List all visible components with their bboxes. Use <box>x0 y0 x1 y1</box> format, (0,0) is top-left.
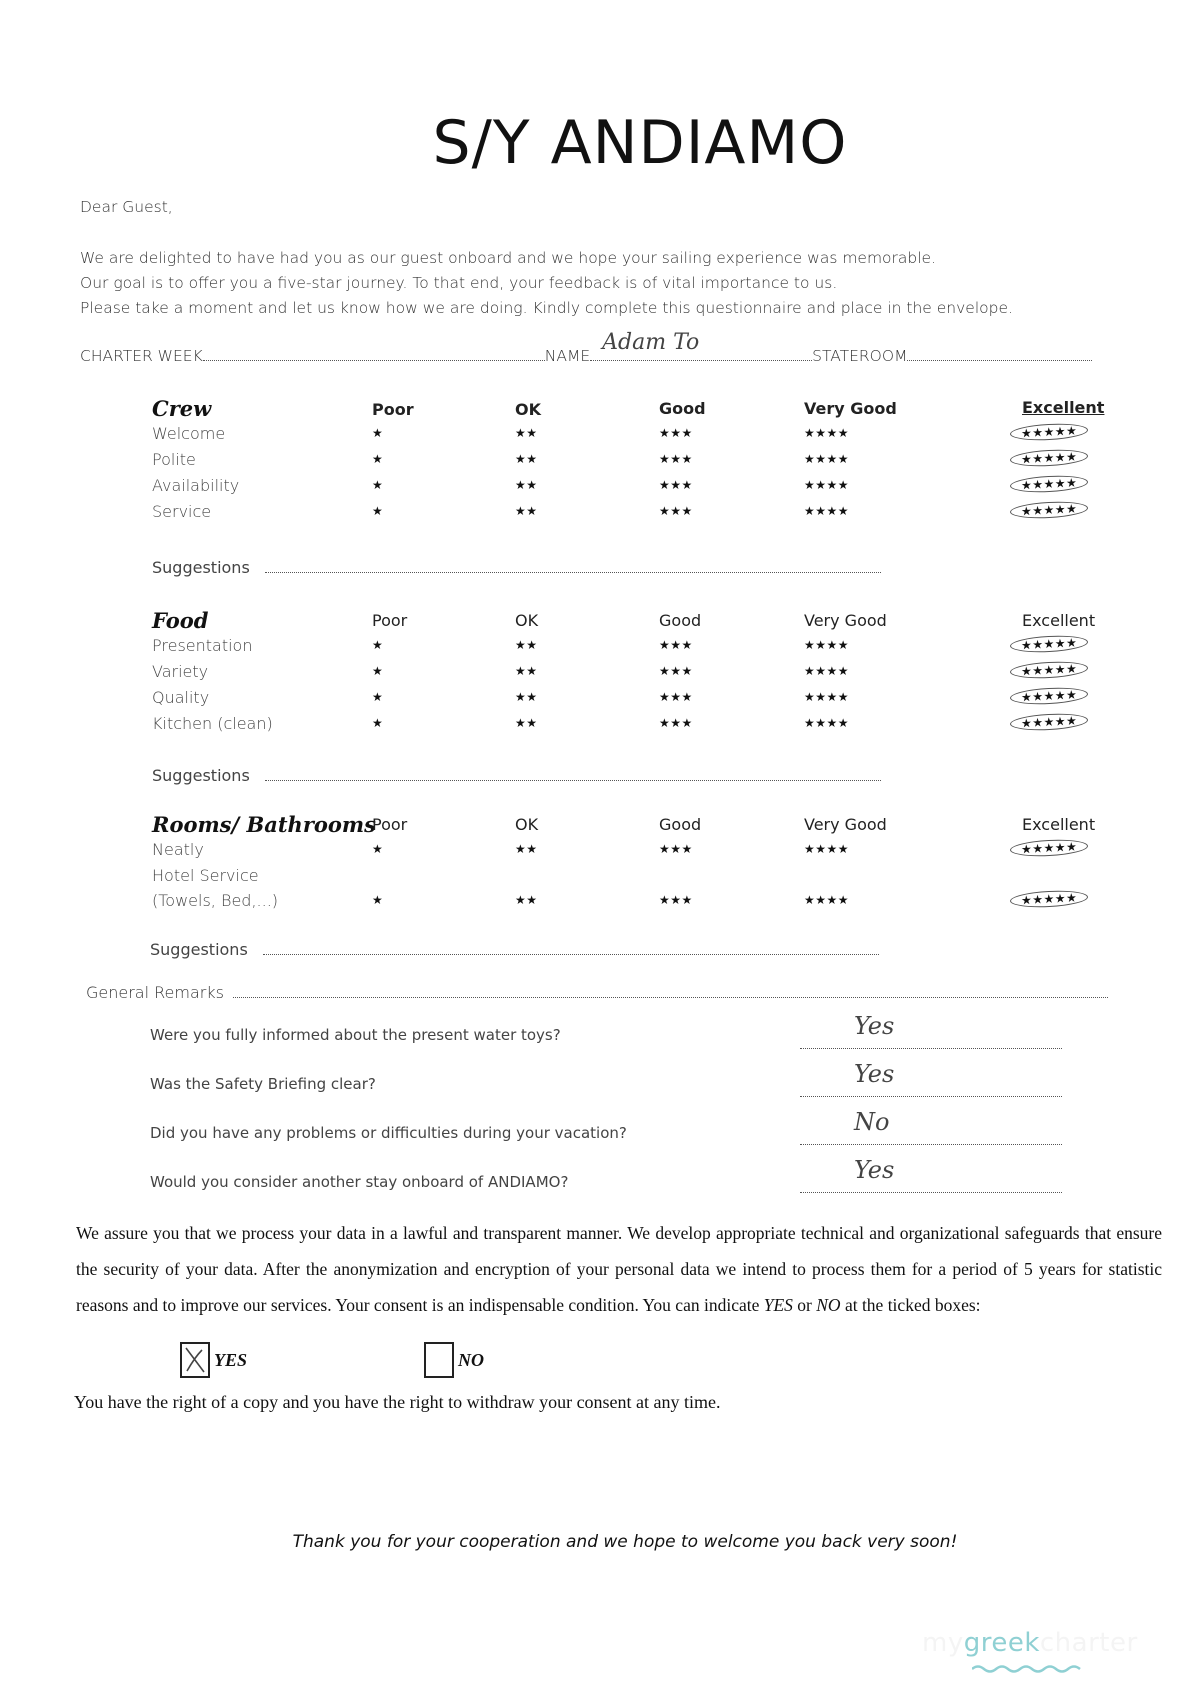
section-title-crew: Crew <box>152 396 212 421</box>
rating-1-star[interactable]: ★ <box>372 893 384 907</box>
name-field[interactable] <box>590 330 812 361</box>
rating-2-star[interactable]: ★★ <box>515 893 538 907</box>
rating-4-star[interactable]: ★★★★ <box>804 842 850 856</box>
rooms-header-row <box>152 812 1102 840</box>
col-very-good: Very Good <box>804 399 897 418</box>
watermark-part: greek <box>963 1628 1040 1658</box>
rating-1-star[interactable]: ★ <box>372 638 384 652</box>
rating-row <box>152 714 1102 740</box>
col-ok: OK <box>515 611 539 630</box>
privacy-no-word: NO <box>816 1295 841 1315</box>
rating-5-star-selected[interactable]: ★★★★★ <box>1010 838 1089 858</box>
rating-5-star-selected[interactable]: ★★★★★ <box>1010 660 1089 680</box>
rating-3-star[interactable]: ★★★ <box>659 690 693 704</box>
rating-4-star[interactable]: ★★★★ <box>804 664 850 678</box>
rating-row-label-line <box>152 866 1102 891</box>
rating-3-star[interactable]: ★★★ <box>659 638 693 652</box>
rating-1-star[interactable]: ★ <box>372 690 384 704</box>
consent-no-checkbox[interactable] <box>424 1342 454 1378</box>
rating-3-star[interactable]: ★★★ <box>659 426 693 440</box>
rating-2-star[interactable]: ★★ <box>515 504 538 518</box>
answer-value: Yes <box>854 1012 895 1040</box>
consent-yes-option[interactable] <box>180 1342 247 1378</box>
col-good: Good <box>659 399 706 418</box>
check-x-icon <box>182 1344 208 1376</box>
col-poor: Poor <box>372 400 414 419</box>
document-title: S/Y ANDIAMO <box>432 108 848 178</box>
stateroom-label: STATEROOM <box>812 347 908 365</box>
guest-info-fields <box>80 330 1092 365</box>
general-remarks <box>86 983 1108 1002</box>
intro-line: Please take a moment and let us know how we are doing. Kindly complete this questionnaire and place in the envelope. <box>80 299 1013 317</box>
rating-row <box>152 502 1102 528</box>
rating-3-star[interactable]: ★★★ <box>659 664 693 678</box>
rating-5-star-selected[interactable]: ★★★★★ <box>1010 448 1089 468</box>
answer-field-problems[interactable] <box>800 1108 1062 1145</box>
row-label: Presentation <box>152 636 253 655</box>
thank-you-message: Thank you for your cooperation and we hope to welcome you back very soon! <box>292 1532 958 1552</box>
rating-3-star[interactable]: ★★★ <box>659 893 693 907</box>
row-label: Variety <box>152 662 209 681</box>
rating-2-star[interactable]: ★★ <box>515 690 538 704</box>
privacy-text-end: at the ticked boxes: <box>840 1295 981 1315</box>
col-poor: Poor <box>372 611 408 630</box>
food-suggestions-field[interactable] <box>265 766 881 781</box>
rating-1-star[interactable]: ★ <box>372 504 384 518</box>
answer-value: Yes <box>854 1060 895 1088</box>
name-label: NAME <box>544 347 591 365</box>
rating-4-star[interactable]: ★★★★ <box>804 452 850 466</box>
rating-5-star-selected[interactable]: ★★★★★ <box>1010 474 1089 494</box>
question-another-stay: Would you consider another stay onboard of ANDIAMO? <box>150 1173 569 1191</box>
stateroom-field[interactable] <box>907 346 1092 361</box>
question-water-toys: Were you fully informed about the present water toys? <box>150 1026 561 1044</box>
col-very-good: Very Good <box>804 611 887 630</box>
col-excellent: Excellent <box>1022 815 1096 834</box>
rating-1-star[interactable]: ★ <box>372 478 384 492</box>
rating-4-star[interactable]: ★★★★ <box>804 638 850 652</box>
row-label: Quality <box>152 688 210 707</box>
food-rating-table <box>152 608 1102 740</box>
row-label: Neatly <box>152 840 204 859</box>
rating-2-star[interactable]: ★★ <box>515 426 538 440</box>
rating-5-star-selected[interactable]: ★★★★★ <box>1010 634 1089 654</box>
rooms-suggestions <box>150 940 879 959</box>
rating-5-star-selected[interactable]: ★★★★★ <box>1010 686 1089 706</box>
col-very-good: Very Good <box>804 815 887 834</box>
suggestions-label: Suggestions <box>150 940 248 959</box>
charter-week-label: CHARTER WEEK <box>80 347 203 365</box>
rating-5-star-selected[interactable]: ★★★★★ <box>1010 712 1089 732</box>
watermark-part: my <box>922 1628 964 1658</box>
rating-row <box>152 636 1102 662</box>
rating-row <box>152 840 1102 866</box>
col-poor: Poor <box>372 815 408 834</box>
rating-2-star[interactable]: ★★ <box>515 478 538 492</box>
greeting: Dear Guest, <box>80 198 173 216</box>
rating-4-star[interactable]: ★★★★ <box>804 478 850 492</box>
question-problems: Did you have any problems or difficulties during your vacation? <box>150 1124 627 1142</box>
privacy-statement <box>76 1215 1162 1323</box>
rating-4-star[interactable]: ★★★★ <box>804 504 850 518</box>
rating-row <box>152 688 1102 714</box>
row-label: Kitchen (clean) <box>152 714 273 733</box>
row-label: Hotel Service <box>152 866 259 885</box>
rating-2-star[interactable]: ★★ <box>515 452 538 466</box>
consent-yes-label: YES <box>214 1349 248 1370</box>
rating-1-star[interactable]: ★ <box>372 716 384 730</box>
wave-icon <box>972 1664 1082 1674</box>
charter-week-field[interactable] <box>203 346 545 361</box>
row-label: Polite <box>152 450 196 469</box>
col-good: Good <box>659 815 702 834</box>
col-ok: OK <box>515 815 539 834</box>
rating-4-star[interactable]: ★★★★ <box>804 426 850 440</box>
answer-value: No <box>854 1108 890 1136</box>
rating-2-star[interactable]: ★★ <box>515 638 538 652</box>
section-title-food: Food <box>152 608 209 633</box>
rights-statement: You have the right of a copy and you have the right to withdraw your consent at any time. <box>74 1392 721 1412</box>
general-remarks-label: General Remarks <box>86 983 224 1002</box>
rooms-rating-table <box>152 812 1102 917</box>
rating-3-star[interactable]: ★★★ <box>659 716 693 730</box>
answer-field-another-stay[interactable] <box>800 1156 1062 1193</box>
rating-4-star[interactable]: ★★★★ <box>804 690 850 704</box>
row-label-sub: (Towels, Bed,...) <box>152 891 279 910</box>
col-ok: OK <box>515 400 541 419</box>
rating-3-star[interactable]: ★★★ <box>659 452 693 466</box>
intro-paragraph <box>80 246 1013 321</box>
privacy-or-word: or <box>792 1295 817 1315</box>
privacy-yes-word: YES <box>763 1295 793 1315</box>
suggestions-label: Suggestions <box>152 766 250 785</box>
rating-4-star[interactable]: ★★★★ <box>804 716 850 730</box>
rating-3-star[interactable]: ★★★ <box>659 504 693 518</box>
rating-1-star[interactable]: ★ <box>372 842 384 856</box>
crew-suggestions <box>152 558 881 577</box>
food-header-row <box>152 608 1102 636</box>
rating-row <box>152 891 1102 917</box>
section-title-rooms: Rooms/ Bathrooms <box>152 812 376 837</box>
watermark-part: charter <box>1039 1628 1138 1658</box>
rating-2-star[interactable]: ★★ <box>515 842 538 856</box>
question-safety-briefing: Was the Safety Briefing clear? <box>150 1075 376 1093</box>
food-suggestions <box>152 766 881 785</box>
answer-field-safety-briefing[interactable] <box>800 1060 1062 1097</box>
name-value: Adam To <box>602 330 700 355</box>
crew-header-row <box>152 396 1105 424</box>
general-remarks-field[interactable] <box>233 983 1108 998</box>
rating-3-star[interactable]: ★★★ <box>659 842 693 856</box>
rating-row <box>152 476 1102 502</box>
consent-no-label: NO <box>458 1349 484 1370</box>
answer-field-water-toys[interactable] <box>800 1012 1062 1049</box>
col-excellent: Excellent <box>1022 611 1096 630</box>
answer-value: Yes <box>854 1156 895 1184</box>
rating-row <box>152 424 1102 450</box>
rooms-suggestions-field[interactable] <box>263 940 879 955</box>
row-label: Welcome <box>152 424 226 443</box>
rating-4-star[interactable]: ★★★★ <box>804 893 850 907</box>
suggestions-label: Suggestions <box>152 558 250 577</box>
rating-1-star[interactable]: ★ <box>372 664 384 678</box>
rating-row <box>152 450 1102 476</box>
rating-5-star-selected[interactable]: ★★★★★ <box>1010 889 1089 909</box>
rating-1-star[interactable]: ★ <box>372 452 384 466</box>
consent-yes-checkbox[interactable] <box>180 1342 210 1378</box>
row-label: Availability <box>152 476 240 495</box>
privacy-text: We assure you that we process your data in a lawful and transparent manner. We develop appropriate technical and organizational safeguards that ensure the security of your data. After the anonymization and encryption of your personal data we intend to process them for a period of 5 years for statistic reasons and to improve our services. Your consent is an indispensable condition. You can indicate <box>76 1223 1162 1315</box>
rating-5-star-selected[interactable]: ★★★★★ <box>1010 422 1089 442</box>
watermark-logo <box>922 1628 1138 1658</box>
crew-suggestions-field[interactable] <box>265 558 881 573</box>
row-label: Service <box>152 502 212 521</box>
rating-1-star[interactable]: ★ <box>372 426 384 440</box>
rating-2-star[interactable]: ★★ <box>515 664 538 678</box>
rating-5-star-selected[interactable]: ★★★★★ <box>1010 500 1089 520</box>
intro-line: We are delighted to have had you as our guest onboard and we hope your sailing experience was memorable. <box>80 249 937 267</box>
col-good: Good <box>659 611 702 630</box>
crew-rating-table <box>152 396 1105 528</box>
rating-3-star[interactable]: ★★★ <box>659 478 693 492</box>
rating-2-star[interactable]: ★★ <box>515 716 538 730</box>
col-excellent: Excellent <box>1022 398 1105 417</box>
consent-no-option[interactable] <box>424 1342 484 1378</box>
intro-line: Our goal is to offer you a five-star journey. To that end, your feedback is of vital importance to us. <box>80 274 838 292</box>
rating-row <box>152 662 1102 688</box>
